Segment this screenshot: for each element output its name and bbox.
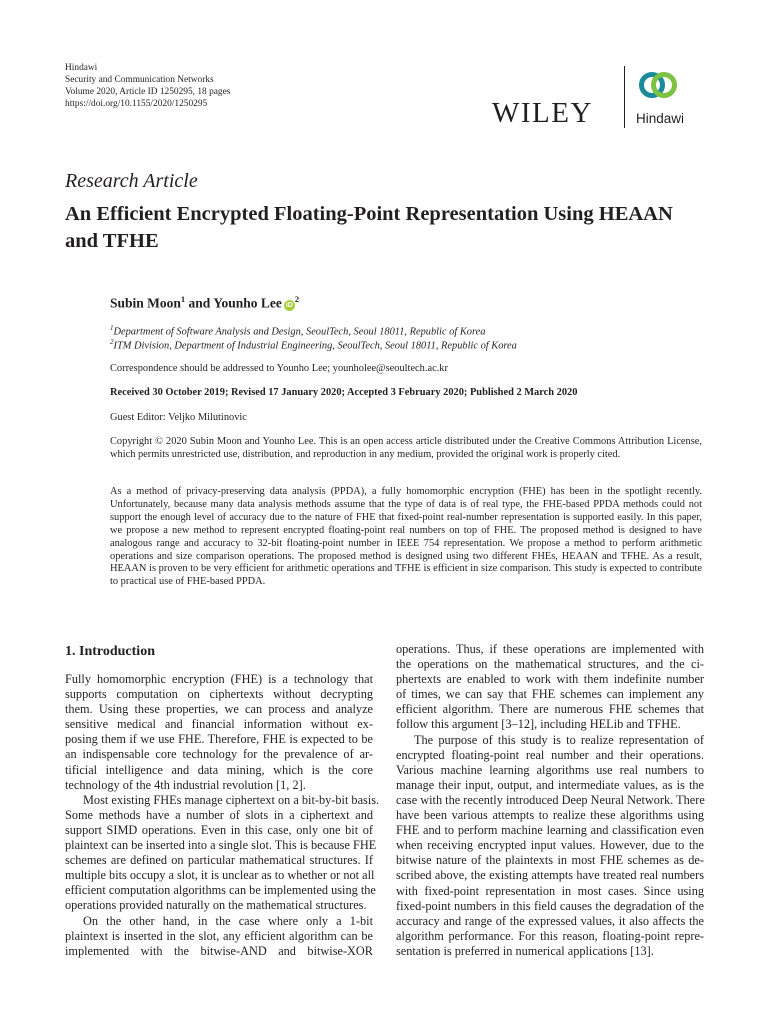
body-line: posing them if we use FHE. Therefore, FHE is expected to be	[65, 732, 373, 747]
author-affiliation-marker: 2	[294, 294, 300, 304]
body-line: supports computation on ciphertexts without decrypting	[65, 687, 373, 702]
body-line: Some methods have a number of slots in a ciphertext and	[65, 807, 373, 822]
affiliation-marker: 2	[110, 338, 114, 346]
orcid-icon[interactable]: iD	[285, 301, 293, 309]
hindawi-logo-text: Hindawi	[636, 111, 685, 126]
body-line: sentation is preferred in numerical applications [13].	[396, 943, 654, 958]
body-line: Various machine learning algorithms use real numbers to	[396, 762, 704, 777]
body-line: plaintext can be inserted into a single slot. This is because FHE	[65, 838, 377, 853]
body-line: case with the recently introduced Deep Neural Network. There	[396, 792, 705, 807]
journal-name: Security and Communication Networks	[65, 75, 214, 85]
body-line: The purpose of this study is to realize representation of	[414, 732, 704, 747]
body-line: of times, we can say that FHE schemes can implement any	[396, 687, 704, 702]
body-line: the operations on the mathematical structures, and the ci-	[396, 657, 704, 672]
article-type: Research Article	[65, 170, 198, 192]
body-line: schemes are defined on particular mathematical structures. If	[65, 853, 373, 868]
body-line: encrypted floating-point real number and their operations.	[396, 747, 704, 762]
body-line: phertexts are enabled to work with them indefinite number	[396, 672, 704, 687]
body-line: technology of the 4th industrial revolution [1, 2].	[65, 777, 306, 792]
volume-info: Volume 2020, Article ID 1250295, 18 pages	[65, 87, 231, 97]
body-line: operations provided naturally on the mathematical structures.	[65, 898, 367, 913]
body-line: with fixed-point representation in most cases. Since using	[396, 883, 704, 898]
author-name: Subin Moon	[110, 295, 181, 311]
body-line: an indispensable core technology for the prevalence of ar-	[65, 747, 373, 762]
body-line: implemented with the bitwise-AND and bitwise-XOR	[65, 943, 373, 958]
body-line: plaintext is inserted in the slot, any efficient algorithm can be	[65, 928, 373, 943]
section-heading: 1. Introduction	[65, 644, 155, 659]
publication-dates: Received 30 October 2019; Revised 17 January 2020; Accepted 3 February 2020; Published 2 March 2020	[110, 387, 578, 398]
wiley-logo: WILEY	[492, 97, 593, 129]
guest-editor: Guest Editor: Veljko Milutinovic	[110, 412, 247, 423]
affiliation-text: ITM Division, Department of Industrial Engineering, SeoulTech, Seoul 18011, Republic of Korea	[113, 340, 517, 352]
author-list	[110, 294, 299, 312]
affiliation-marker: 1	[110, 324, 114, 332]
author-conjunction: and	[185, 295, 214, 311]
body-line: bitwise nature of the plaintexts in most FHE schemes as de-	[396, 853, 704, 868]
doi-link[interactable]: https://doi.org/10.1155/2020/1250295	[65, 99, 208, 109]
body-line: On the other hand, in the case where only a 1-bit	[83, 913, 373, 928]
correspondence: Correspondence should be addressed to Younho Lee; younholee@seoultech.ac.kr	[110, 363, 448, 374]
body-line: support SIMD operations. Even in this case, only one bit of	[65, 822, 373, 837]
publisher-name: Hindawi	[65, 63, 98, 73]
body-line: follow this argument [3–12], including HELib and TFHE.	[396, 717, 681, 732]
body-line: multiple bits occupy a slot, it is unclear as to whether or not all	[65, 868, 375, 883]
page-title: An Efficient Encrypted Floating-Point Representation Using HEAAN and TFHE	[65, 203, 673, 252]
affiliation	[110, 336, 517, 353]
author-name: Younho Lee	[213, 295, 282, 311]
body-line: FHE and to perform machine learning and classification even	[396, 823, 704, 838]
body-line: have been various attempts to realize these algorithms using	[396, 808, 704, 823]
body-line: tificial intelligence and data mining, which is the core	[65, 762, 373, 777]
body-line: fixed-point numbers in this field causes the degradation of the	[396, 898, 704, 913]
body-line: accuracy and range of the expressed values, it also affects the	[396, 913, 704, 928]
copyright-notice: Copyright © 2020 Subin Moon and Younho Lee. This is an open access article distributed under the Creative Commons Attribution License, which permits unrestricted use, distribution, and reproduction in any medium, provided the original work is properly cited.	[110, 436, 702, 460]
body-line: scribed above, the existing attempts have treated real numbers	[396, 868, 704, 883]
body-line: them. Using these properties, we can process and analyze	[65, 702, 373, 717]
body-line: Most existing FHEs manage ciphertext on a bit-by-bit basis.	[83, 792, 380, 807]
body-line: operations. Thus, if these operations are implemented with	[396, 642, 704, 656]
body-line: algorithm performance. For this reason, floating-point repre-	[396, 928, 704, 943]
body-line: sensitive medical and financial information without ex-	[65, 717, 373, 732]
affiliation-text: Department of Software Analysis and Design, SeoulTech, Seoul 18011, Republic of Korea	[113, 326, 486, 338]
body-line: when receiving encrypted input values. However, due to the	[396, 838, 704, 853]
journal-meta	[65, 62, 230, 110]
abstract: As a method of privacy-preserving data analysis (PPDA), a fully homomorphic encryption (FHE) has been in the spotlight recently. Unfortunately, because many data analysis methods assume that the type of data is of real type, the FHE-based PPDA methods could not support the enough level of accuracy due to the nature of FHE that fixed-point real-number representation is supported easily. In this paper, we propose a new method to represent encrypted floating-point real numbers on top of FHE. The proposed method is designed to have analogous range and accuracy to 32-bit floating-point number in IEEE 754 representation. We propose a method to perform arithmetic operations and size comparison operations. The proposed method is designed using two different FHEs, HEAAN and TFHE. As a result, HEAAN is proven to be very efficient for arithmetic operations and TFHE is efficient in size comparison. This study is expected to contribute to practical use of FHE-based PPDA.	[110, 486, 702, 588]
body-line: efficient computation algorithms can be implemented using the	[65, 883, 376, 898]
right-column	[396, 642, 704, 959]
logo-divider	[624, 66, 625, 128]
body-line: Fully homomorphic encryption (FHE) is a technology that	[65, 672, 373, 686]
body-line: efficient algorithm. There are numerous FHE schemes that	[396, 702, 704, 717]
left-column	[65, 672, 380, 959]
hindawi-logo-icon	[638, 64, 678, 113]
author-affiliation-marker: 1	[180, 294, 186, 304]
body-line: manage their input, output, and intermediate values, as is the	[396, 777, 704, 792]
